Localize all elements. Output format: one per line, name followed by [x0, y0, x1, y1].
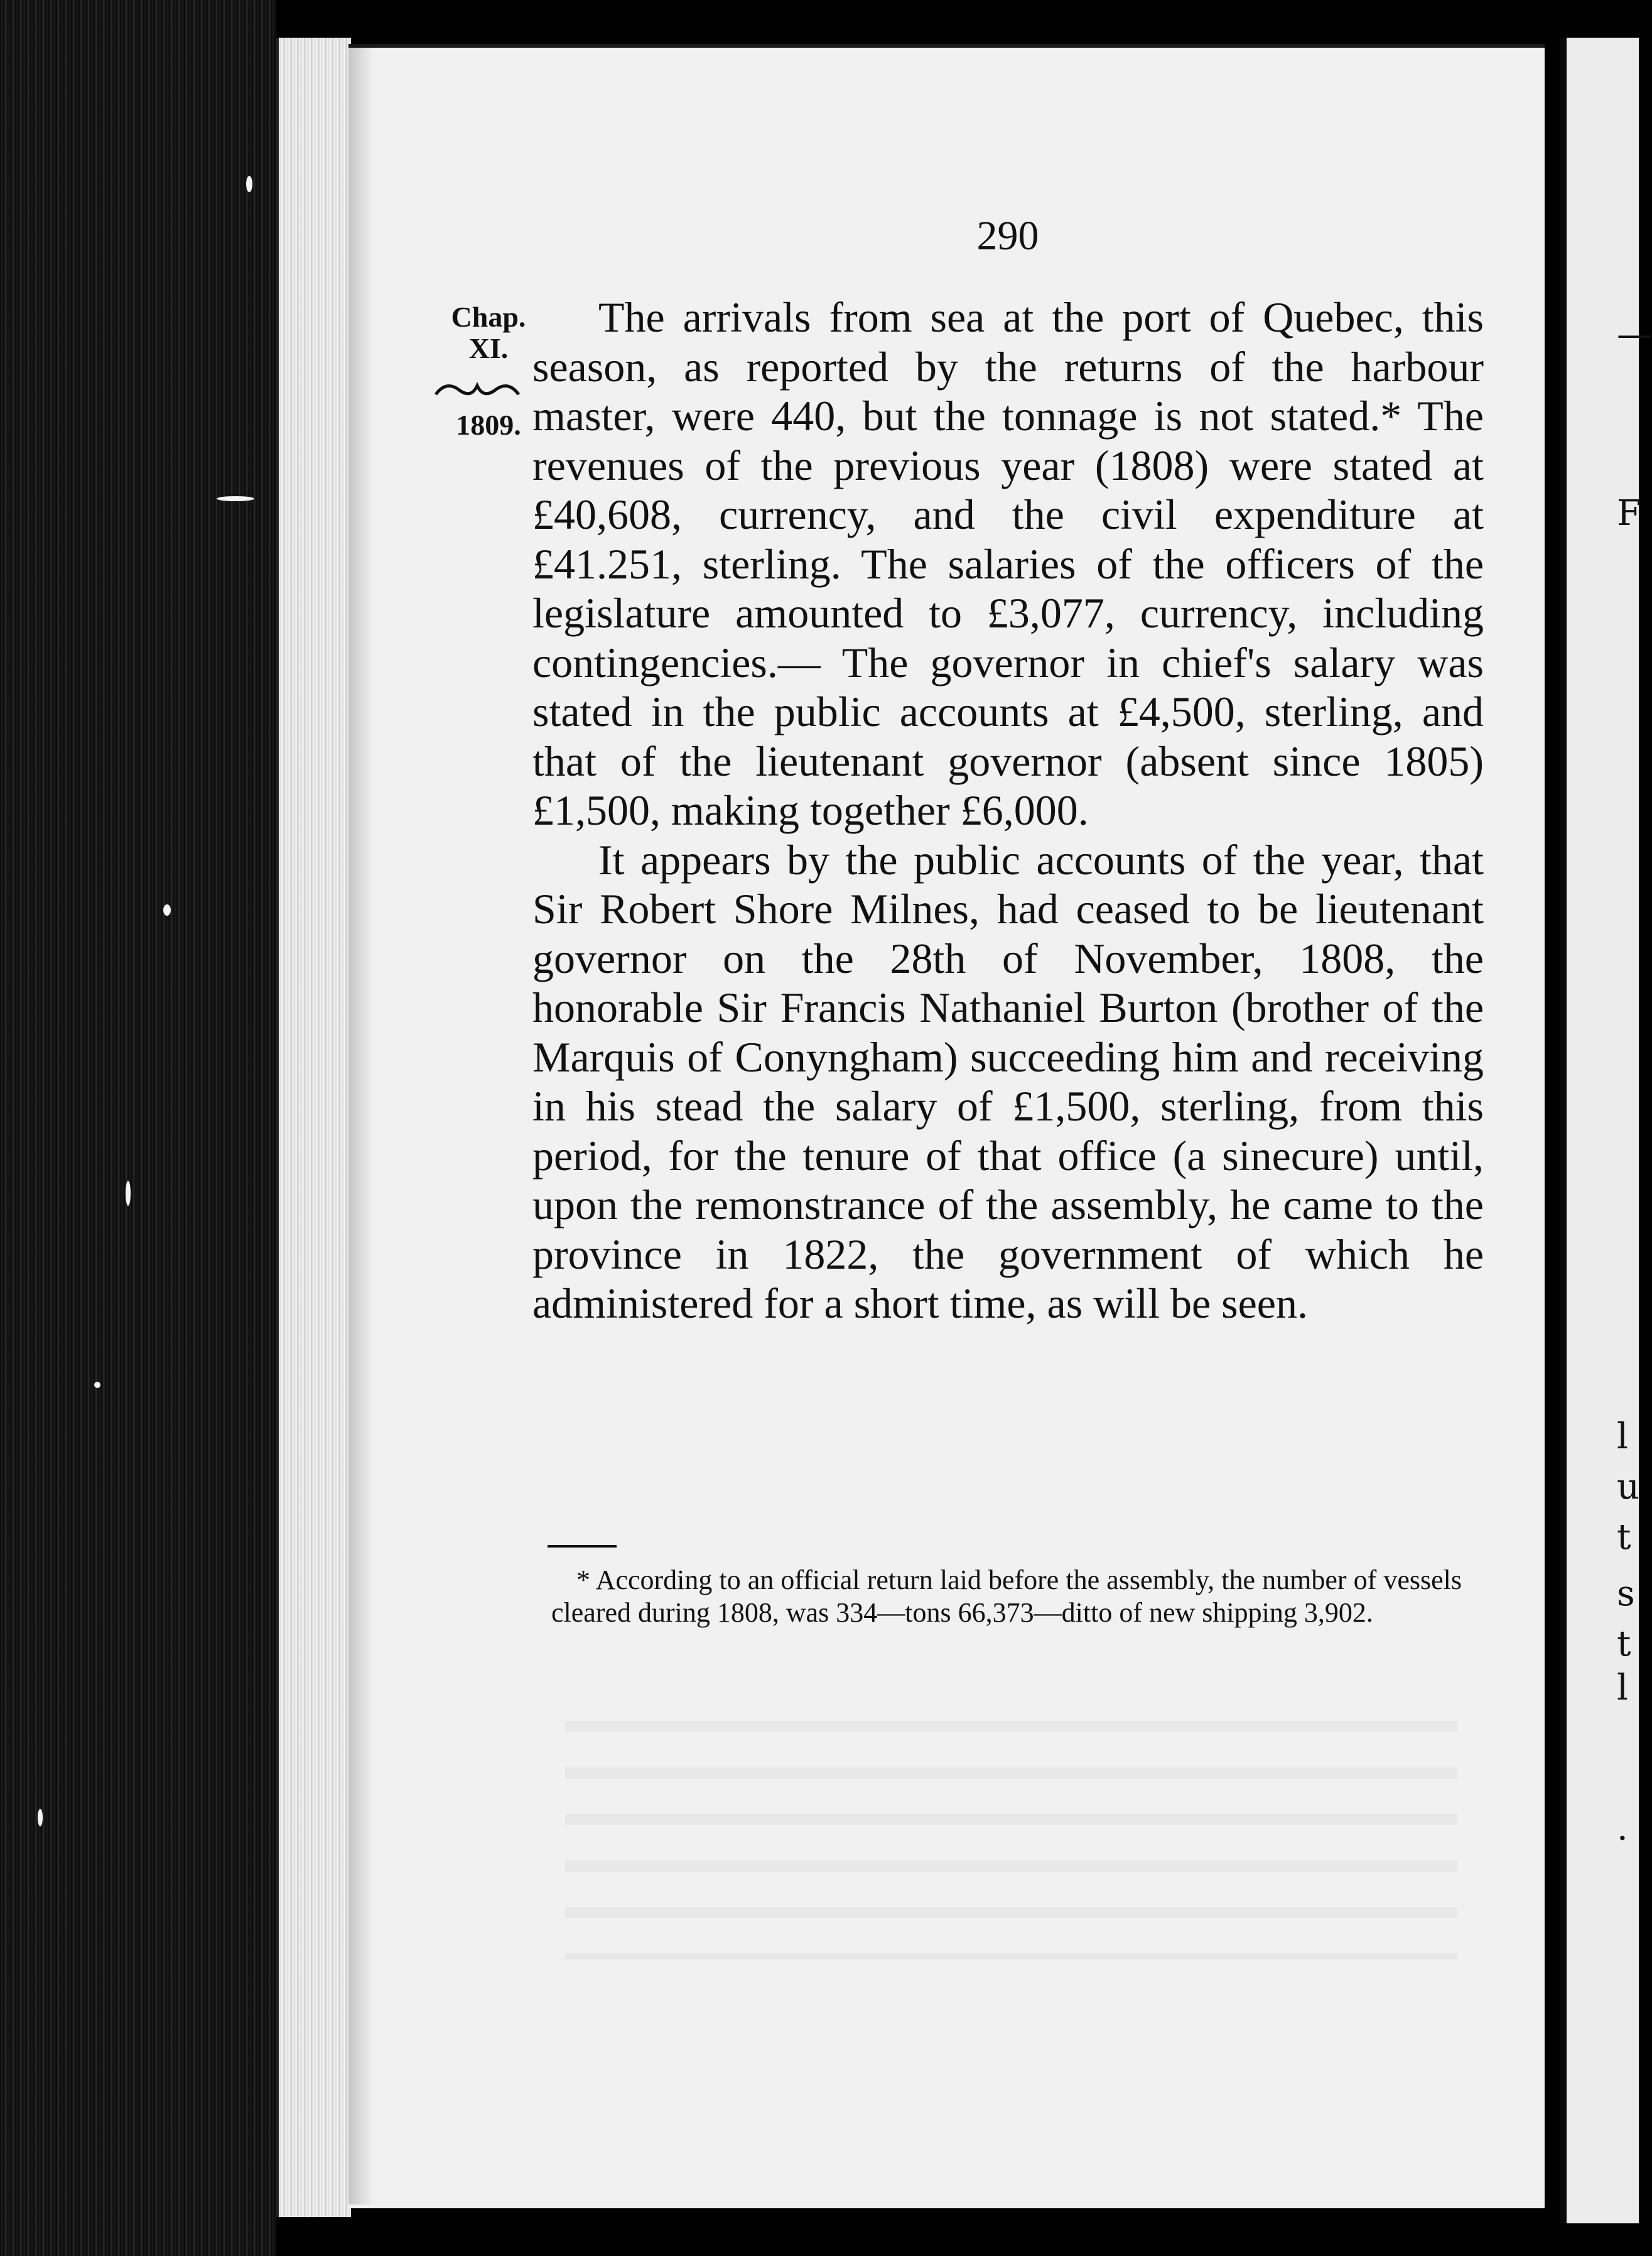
facing-page-glyph: t	[1617, 1624, 1631, 1664]
facing-page-glyph: —	[1617, 314, 1652, 355]
paragraph: It appears by the public accounts of the year, that Sir Robert Shore Milnes, had ceased to be lieutenant governor on the 28th of November, 1808, the honorable Sir Francis Nathaniel Burton (brother of the Marquis of Conyngham) succeeding him and receiving in his stead the salary of £1,500, sterling, from this period, for the tenure of that office (a sinecure) until, upon the remonstrance of the assembly, he came to the province in 1822, the government of which he administered for a short time, as will be seen.	[532, 835, 1484, 1327]
facing-page-glyph: u	[1617, 1467, 1640, 1507]
bleed-through-texture	[565, 1696, 1457, 1960]
footnote-rule	[548, 1545, 617, 1548]
scan-speck	[94, 1382, 100, 1388]
gutter-shadow	[348, 44, 374, 2204]
scan-speck	[126, 1181, 131, 1206]
facing-page-glyph: F	[1617, 493, 1641, 534]
body-text	[532, 293, 1484, 1328]
facing-page-glyph: l	[1617, 1416, 1628, 1457]
facing-page-glyph: ·	[1617, 1818, 1628, 1859]
facing-page-glyph: l	[1617, 1668, 1628, 1708]
margin-chapter-number: XI.	[468, 332, 509, 364]
footnote	[551, 1564, 1462, 1629]
scan-speck	[246, 176, 252, 192]
margin-brace-ornament	[433, 376, 521, 401]
scan-speck	[38, 1809, 43, 1826]
facing-page-glyph: t	[1617, 1517, 1631, 1558]
footnote-text: * According to an official return laid before the assembly, the number of vessels cleared during 1808, was 334—tons 66,373—ditto of new shipping 3,902.	[551, 1565, 1462, 1628]
scan-speck	[217, 496, 254, 501]
margin-year: 1809.	[456, 409, 521, 441]
scan-speck	[163, 904, 171, 916]
facing-page-glyph: s	[1617, 1573, 1635, 1614]
facing-page-edge	[1560, 38, 1639, 2223]
page-number: 290	[976, 213, 1039, 259]
margin-chapter-label: Chap.	[451, 301, 526, 333]
page-edges	[276, 38, 351, 2217]
book-spine	[0, 0, 276, 2256]
paragraph: The arrivals from sea at the port of Quebec, this season, as reported by the returns of the harbour master, were 440, but the tonnage is not stated.* The revenues of the previous year (1808) were stated at £40,608, currency, and the civil expenditure at £41.251, sterling. The salaries of the officers of the legislature amounted to £3,077, currency, including contingencies.— The governor in chief's salary was stated in the public accounts at £4,500, sterling, and that of the lieutenant governor (absent since 1805) £1,500, making together £6,000.	[532, 293, 1484, 834]
